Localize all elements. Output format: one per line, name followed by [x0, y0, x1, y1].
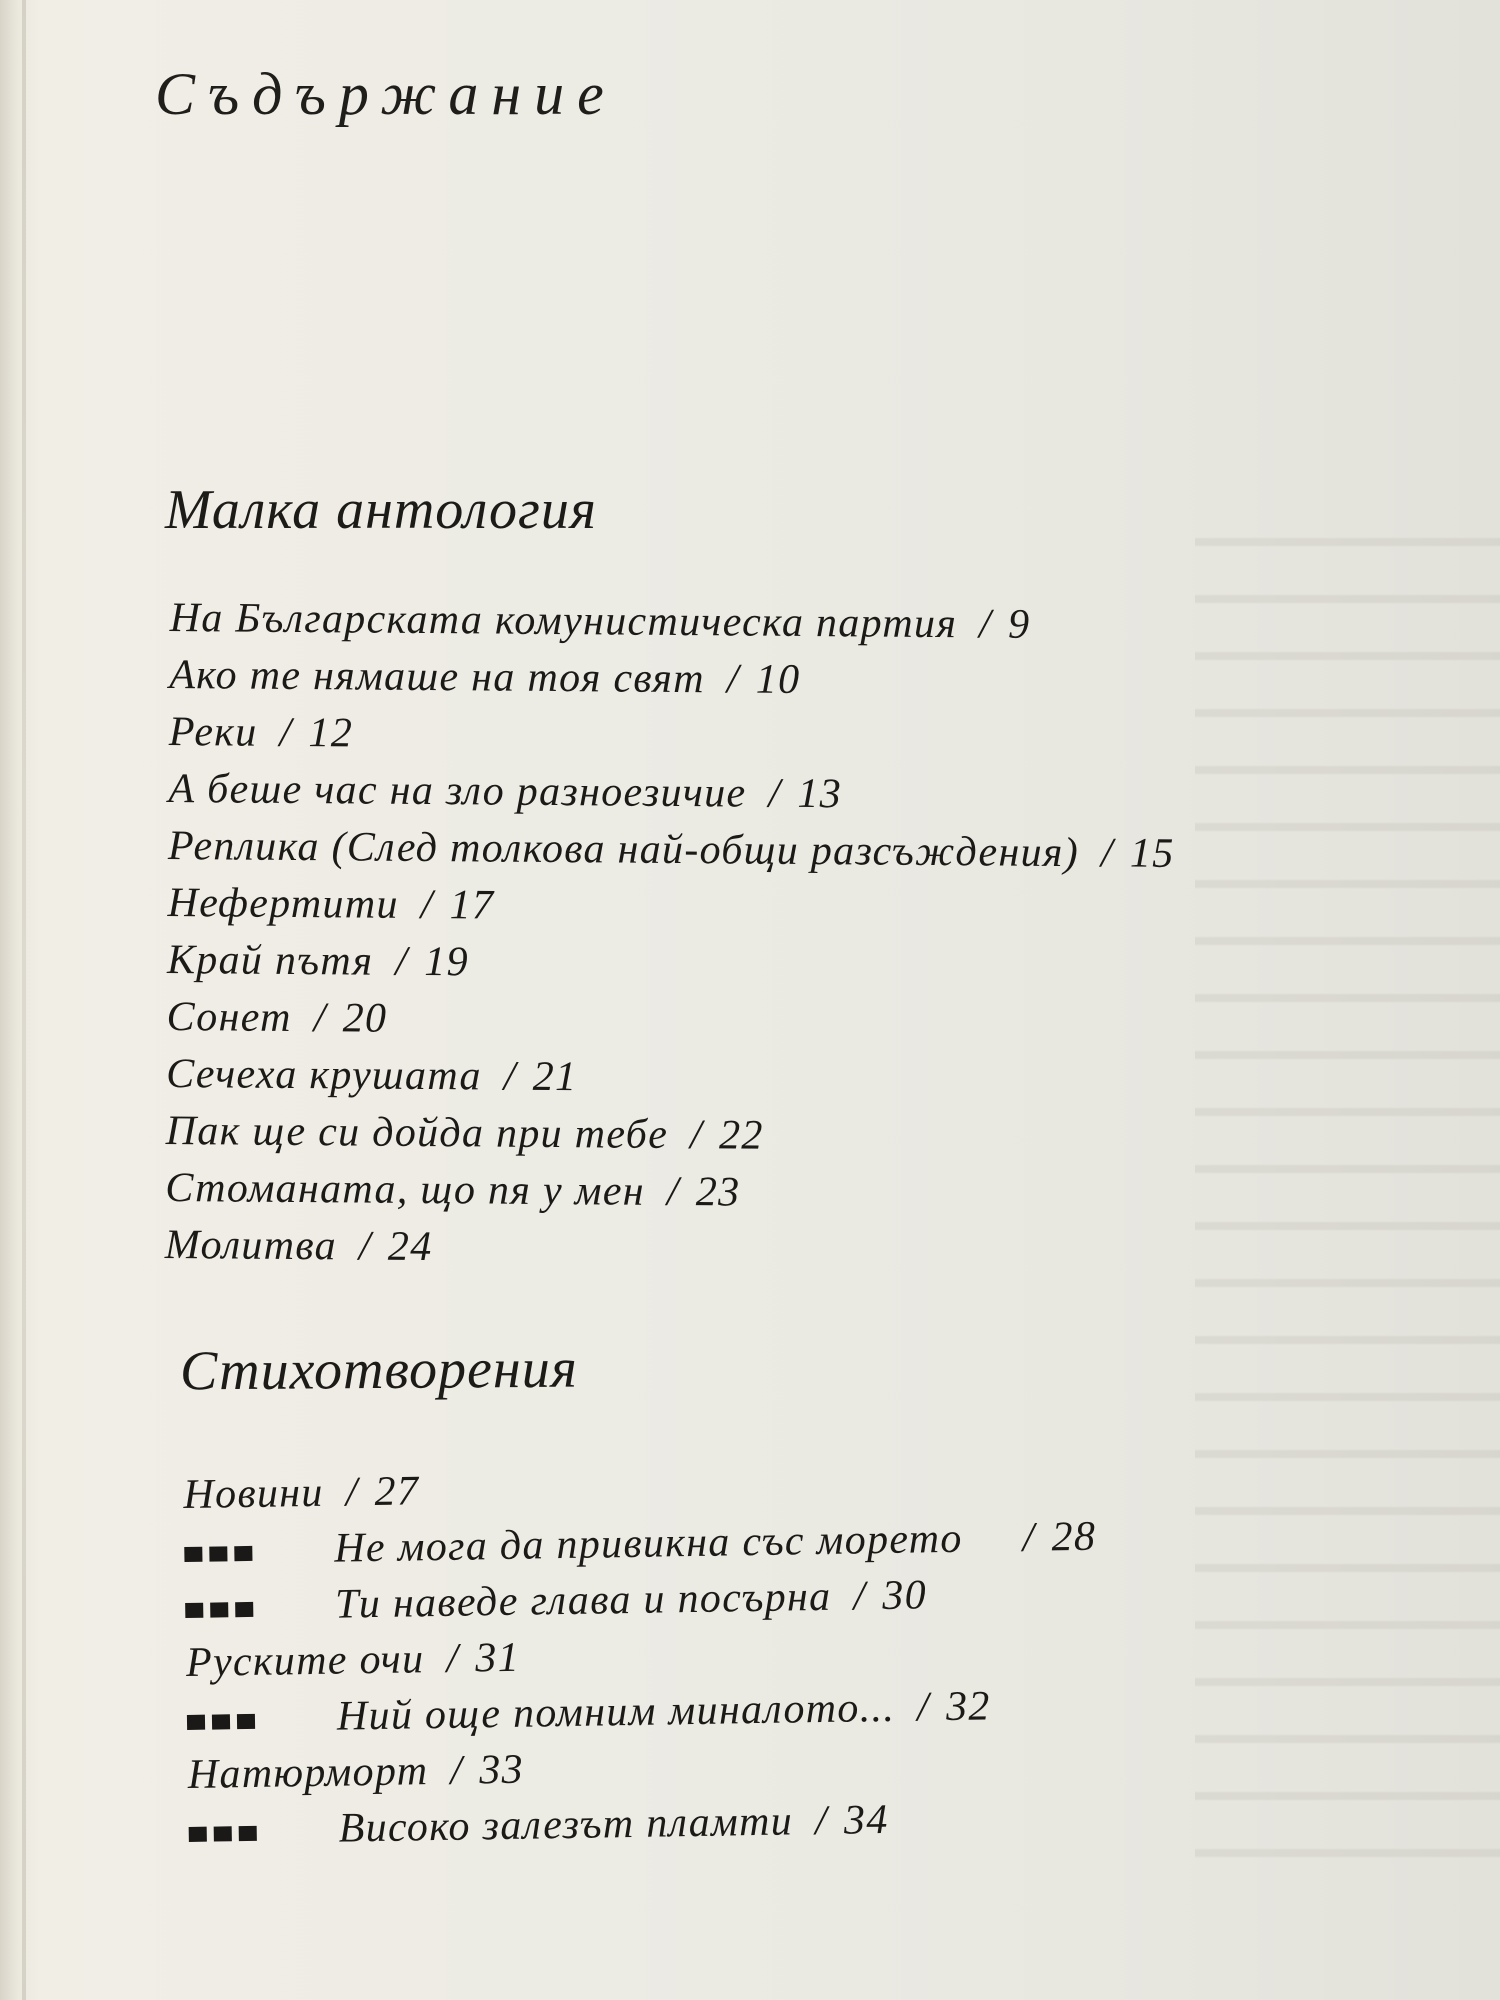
toc-separator: / — [313, 995, 327, 1042]
toc-page-number: 21 — [532, 1053, 578, 1101]
toc-separator: / — [689, 1112, 704, 1159]
toc-entry-title: Стоманата, що пя у мен — [165, 1164, 646, 1215]
toc-page-number: 9 — [1007, 601, 1031, 648]
toc-page-number: 34 — [843, 1796, 889, 1844]
toc-entry[interactable] — [166, 1103, 1173, 1168]
toc-entry-title: Натюрморт — [187, 1748, 429, 1798]
toc-entry-title: Новини — [183, 1469, 324, 1518]
toc-entry-title: Ти наведе глава и посърна — [334, 1573, 832, 1628]
toc-page-number: 32 — [945, 1683, 991, 1731]
toc-separator: / — [978, 601, 993, 648]
toc-page-number: 15 — [1129, 830, 1175, 877]
toc-page-number: 20 — [342, 995, 388, 1042]
toc-page-number: 23 — [695, 1169, 741, 1216]
toc-entry-title: А беше час на зло разноезичие — [168, 765, 747, 817]
toc-entry[interactable] — [169, 704, 1176, 769]
toc-entry-title: Молитва — [164, 1221, 338, 1270]
toc-entry-title: На Българската комунистическа партия — [169, 594, 958, 648]
toc-entry-title: Сечеха крушата — [166, 1050, 482, 1100]
toc-entry-title: Не мога да привикна със морето — [333, 1515, 963, 1572]
page-gutter — [22, 0, 26, 2000]
toc-page-number: 10 — [755, 656, 801, 703]
toc-page-number: 30 — [881, 1572, 928, 1620]
toc-page-number: 31 — [474, 1634, 521, 1682]
toc-separator: / — [345, 1469, 359, 1516]
toc-entry[interactable] — [168, 761, 1175, 826]
toc-page-number: 17 — [449, 882, 495, 929]
toc-separator: / — [358, 1223, 373, 1270]
toc-entry[interactable] — [169, 647, 1176, 712]
toc-page-number: 33 — [478, 1746, 525, 1794]
toc-entry-title: Пак ще си дойда при тебе — [165, 1107, 669, 1158]
page-title: Съдържание — [155, 61, 617, 127]
toc-list-poems — [183, 1453, 1101, 1859]
toc-entry[interactable] — [165, 1217, 1172, 1282]
toc-entry-title: Високо залезът пламти — [338, 1798, 794, 1852]
toc-separator: / — [666, 1168, 681, 1216]
toc-entry[interactable] — [165, 1160, 1172, 1225]
toc-entry-title: Реплика (След толкова най-общи разсъждения) — [167, 822, 1080, 877]
toc-separator: / — [503, 1053, 517, 1100]
toc-entry-title: Сонет — [166, 993, 292, 1041]
bleed-through-text — [1195, 515, 1500, 1895]
toc-page-number: 12 — [308, 710, 354, 757]
toc-page-number: 19 — [424, 939, 470, 986]
toc-entry[interactable] — [167, 875, 1174, 940]
toc-separator: / — [445, 1635, 460, 1682]
untitled-marker-icon — [188, 1804, 339, 1862]
untitled-marker-icon — [184, 1524, 335, 1582]
toc-page-number: 24 — [387, 1223, 433, 1271]
toc-separator: / — [726, 656, 740, 703]
toc-separator: / — [279, 709, 293, 756]
toc-entry[interactable] — [166, 989, 1173, 1054]
toc-entry-title: Край пътя — [166, 936, 374, 985]
toc-entry[interactable] — [166, 1046, 1173, 1111]
toc-separator: / — [768, 770, 782, 817]
toc-entry[interactable] — [168, 818, 1175, 883]
toc-separator: / — [395, 938, 409, 985]
untitled-marker-icon — [185, 1580, 336, 1638]
toc-entry-title: Руските очи — [185, 1636, 425, 1686]
toc-separator: / — [420, 881, 434, 929]
toc-separator: / — [1022, 1514, 1036, 1561]
toc-entry[interactable] — [170, 590, 1177, 655]
toc-separator: / — [449, 1747, 464, 1794]
toc-entry-title: Ако те нямаше на тоя свят — [169, 651, 705, 703]
toc-separator: / — [1100, 830, 1115, 877]
toc-entry-title: Нефертити — [167, 879, 399, 928]
toc-page-number: 22 — [718, 1112, 764, 1159]
toc-page-number: 28 — [1051, 1513, 1097, 1561]
toc-separator: / — [853, 1573, 867, 1620]
toc-separator: / — [916, 1684, 931, 1731]
toc-entry-title: Реки — [168, 708, 258, 756]
toc-list-anthology — [165, 590, 1177, 1282]
toc-entry[interactable] — [167, 932, 1174, 997]
toc-entry-title: Ний още помним миналото... — [336, 1684, 896, 1740]
toc-page-number: 13 — [797, 770, 843, 818]
section-heading-anthology: Малка антология — [165, 479, 597, 541]
section-heading-poems: Стихотворения — [179, 1337, 578, 1403]
toc-separator: / — [814, 1797, 829, 1845]
untitled-marker-icon — [187, 1692, 338, 1750]
toc-page-number: 27 — [374, 1468, 420, 1515]
